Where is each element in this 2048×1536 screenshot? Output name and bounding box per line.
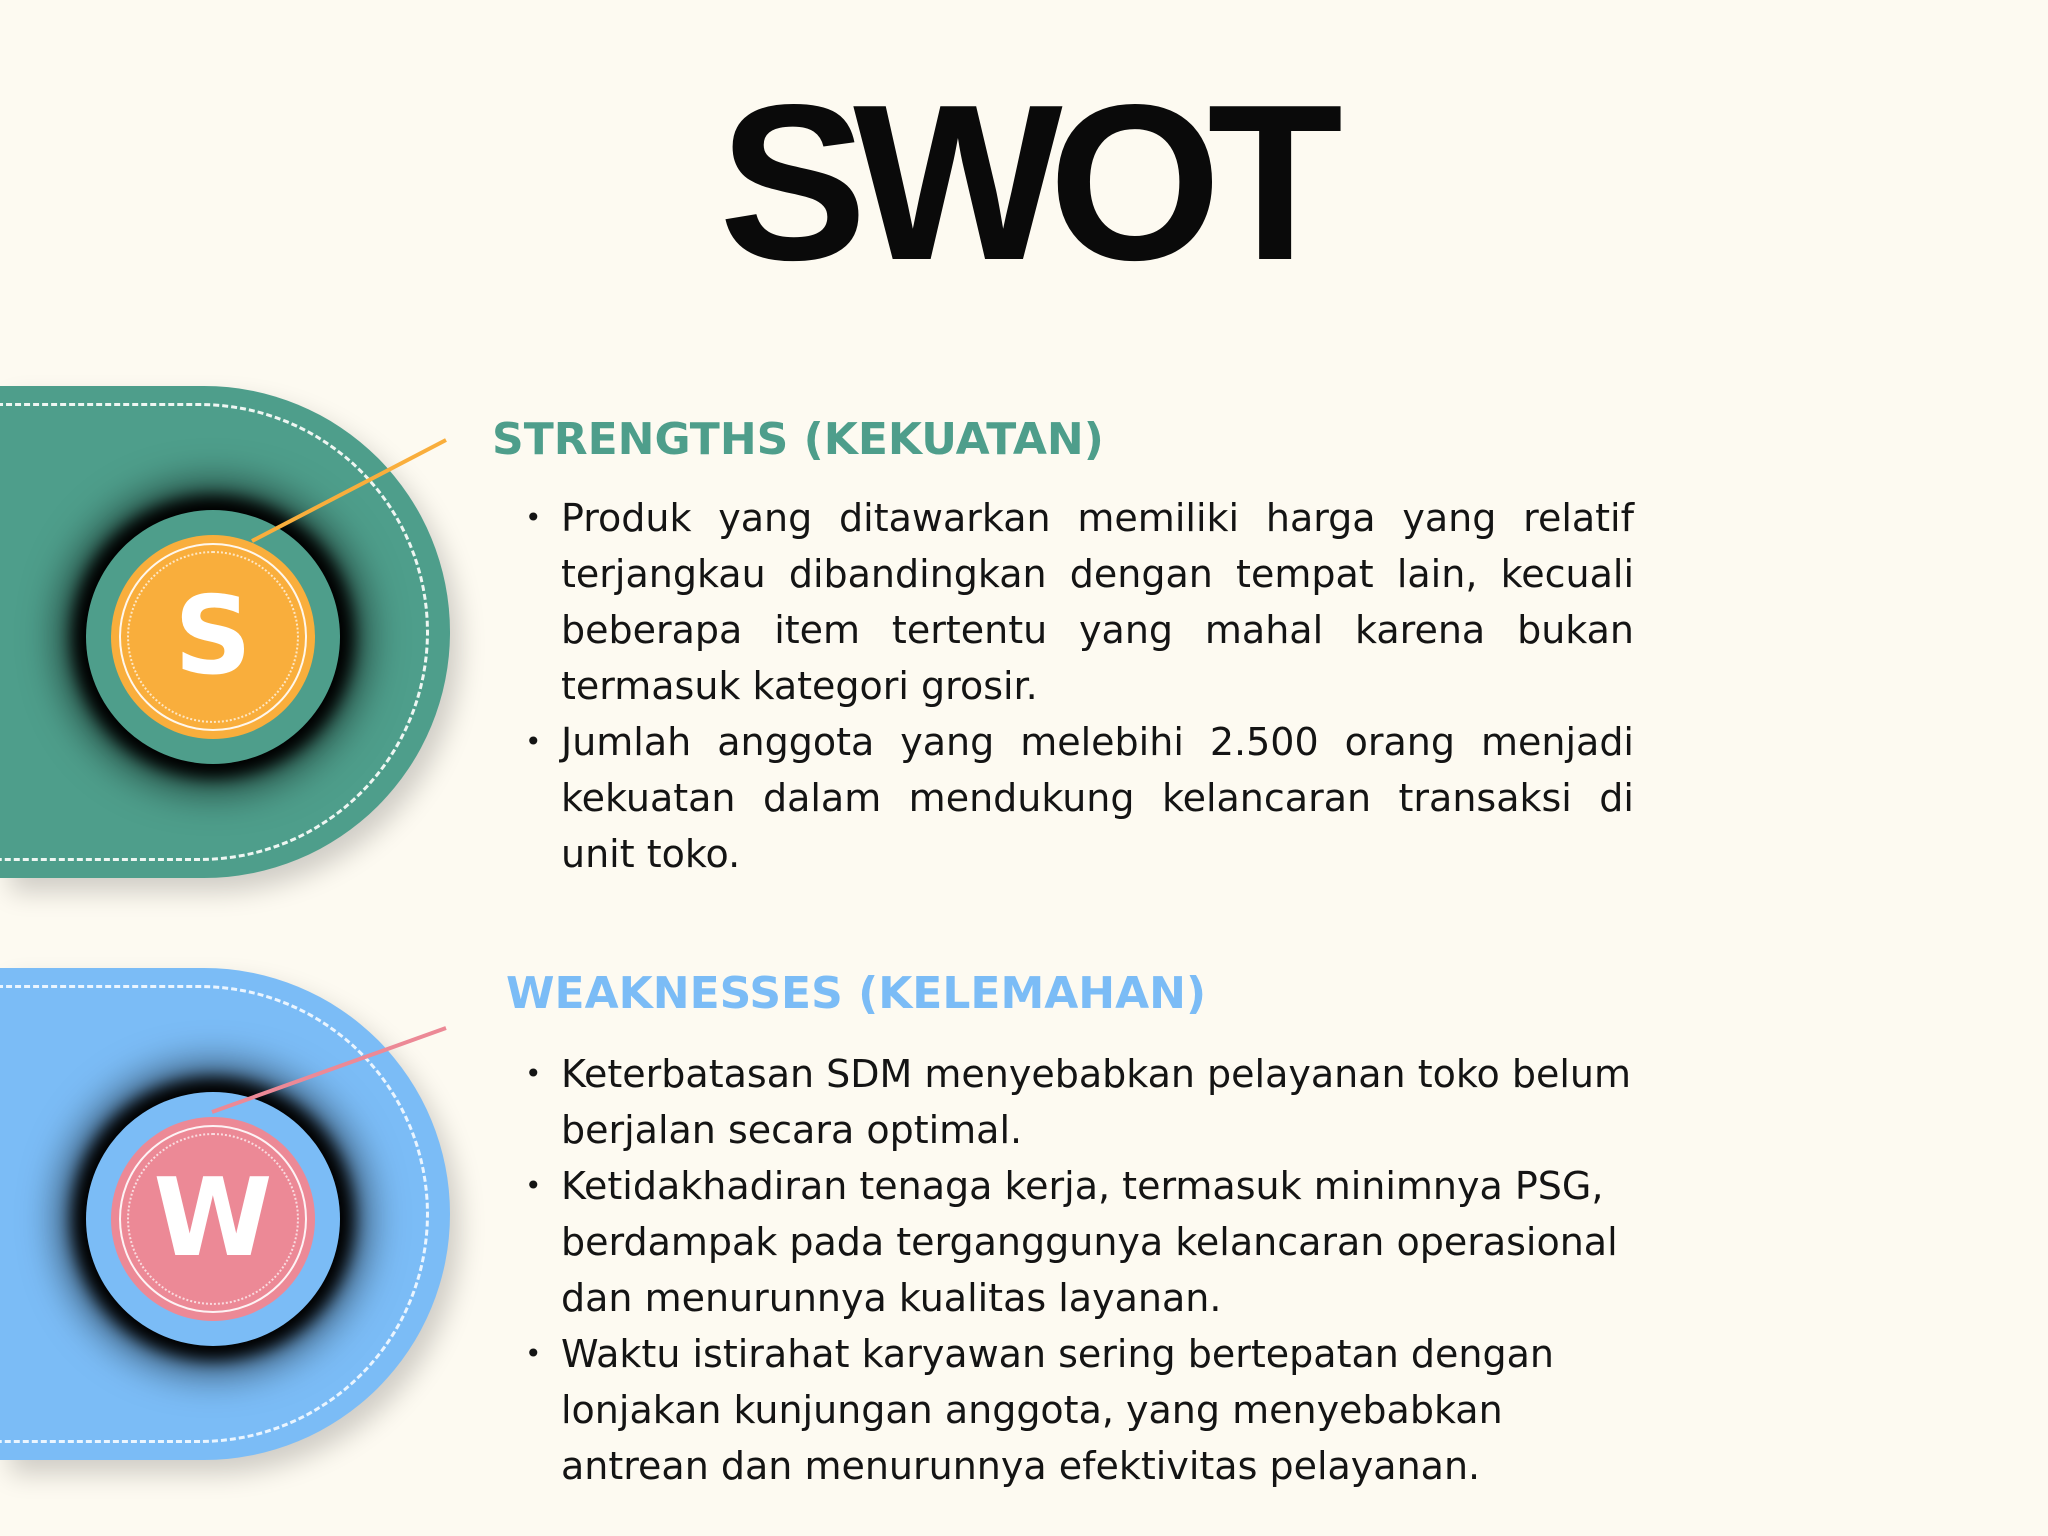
strengths-badge [86, 510, 340, 764]
weaknesses-heading: WEAKNESSES (KELEMAHAN) [506, 968, 1207, 1019]
weaknesses-list [530, 1046, 1634, 1494]
strengths-list [530, 490, 1634, 882]
weaknesses-tab [0, 968, 450, 1460]
weaknesses-point: • Waktu istirahat karyawan sering bertepatan dengan lonjakan kunjungan anggota, yang menyebabkan antrean dan menurunnya efektivitas pelayanan. [530, 1326, 1634, 1494]
weaknesses-badge [86, 1092, 340, 1346]
strengths-coin [111, 535, 315, 739]
weaknesses-point: • Ketidakhadiran tenaga kerja, termasuk minimnya PSG, berdampak pada terganggunya kelancaran operasional dan menurunnya kualitas layanan. [530, 1158, 1634, 1326]
weaknesses-letter: W [153, 1156, 273, 1281]
weaknesses-point: • Keterbatasan SDM menyebabkan pelayanan toko belum berjalan secara optimal. [530, 1046, 1634, 1158]
weaknesses-coin [111, 1117, 315, 1321]
strengths-point: • Jumlah anggota yang melebihi 2.500 orang menjadi kekuatan dalam mendukung kelancaran transaksi di unit toko. [530, 714, 1634, 882]
strengths-letter: S [174, 574, 252, 699]
slide-title: SWOT [719, 59, 1329, 307]
strengths-tab [0, 386, 450, 878]
strengths-point: • Produk yang ditawarkan memiliki harga yang relatif terjangkau dibandingkan dengan tempat lain, kecuali beberapa item tertentu yang mahal karena bukan termasuk kategori grosir. [530, 490, 1634, 714]
strengths-heading: STRENGTHS (KEKUATAN) [492, 414, 1104, 465]
